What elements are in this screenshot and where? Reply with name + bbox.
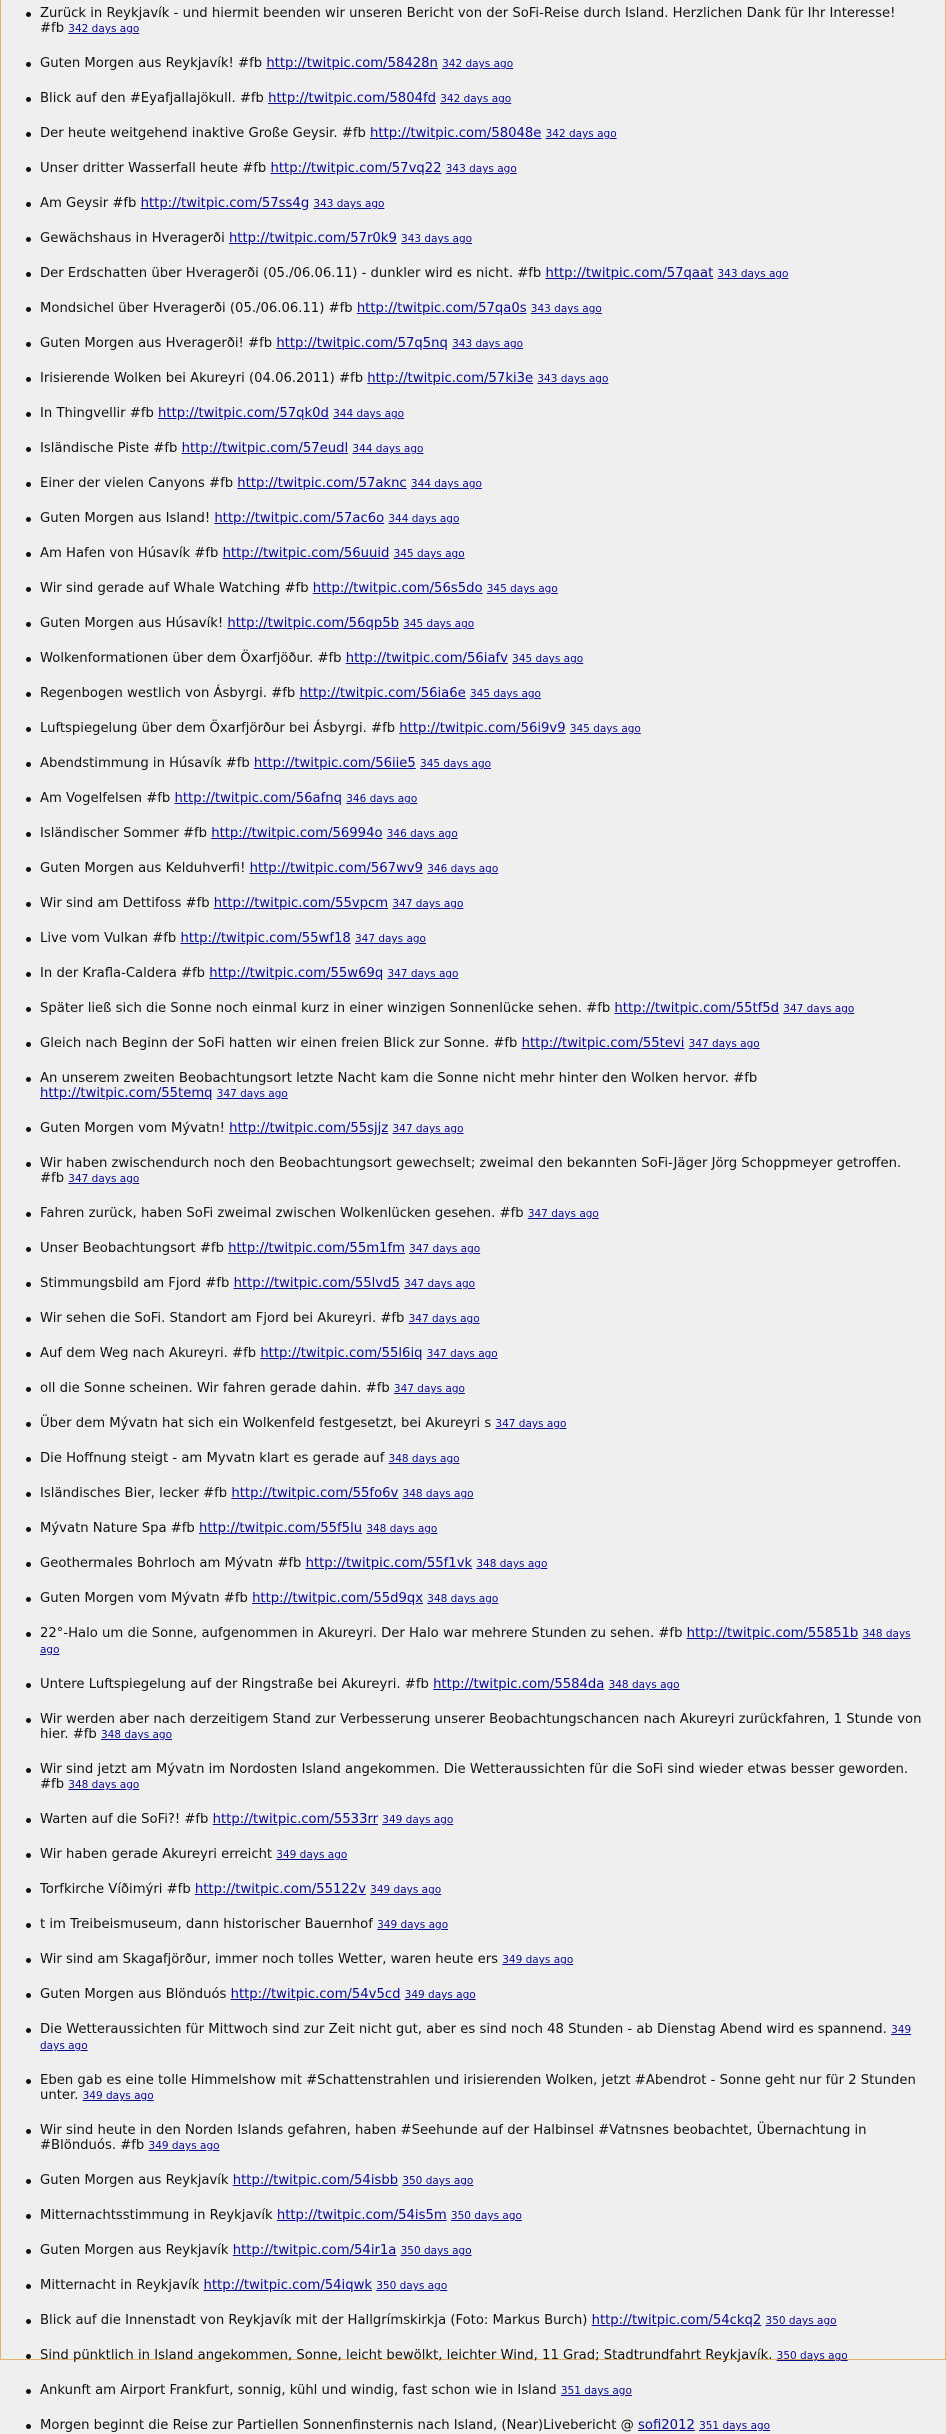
tweet-text: Ankunft am Airport Frankfurt, sonnig, kühl und windig, fast schon wie in Island [40,2383,557,2398]
tweet-text: Mývatn Nature Spa #fb [40,1521,195,1536]
tweet-item [0,2383,946,2399]
tweet-age-link[interactable]: 346 days ago [346,793,418,805]
tweet-age-link[interactable]: 348 days ago [40,1628,911,1656]
tweet-link[interactable]: http://twitpic.com/54v5cd [230,1987,401,2002]
tweet-text: Stimmungsbild am Fjord #fb [40,1276,230,1291]
tweet-link[interactable]: http://twitpic.com/56iafv [345,651,508,666]
tweet-age-link[interactable]: 347 days ago [68,1173,140,1185]
tweet-item [0,1556,946,1572]
tweet-text: Isländischer Sommer #fb [40,826,208,841]
tweet-text: Isländische Piste #fb [40,441,178,456]
tweet-link[interactable]: http://twitpic.com/55f5lu [198,1521,363,1536]
tweet-text: oll die Sonne scheinen. Wir fahren gerade dahin. #fb [40,1381,390,1396]
tweet-text: Wir sind jetzt am Mývatn im Nordosten Island angekommen. Die Wetteraussichten für die SoFi sind wieder etwas besser geworden. #fb [40,1762,909,1792]
tweet-age-link[interactable]: 351 days ago [560,2385,632,2397]
tweet-item [0,1071,946,1102]
tweet-age-link[interactable]: 346 days ago [427,863,499,875]
tweet-age-link[interactable]: 345 days ago [569,723,641,735]
tweet-link[interactable]: http://twitpic.com/5584da [433,1677,605,1692]
tweet-text: Warten auf die SoFi?! #fb [40,1812,209,1827]
tweet-item [0,2243,946,2259]
tweet-link[interactable]: http://twitpic.com/55sjjz [229,1121,389,1136]
tweet-item [0,1847,946,1863]
tweet-text: Untere Luftspiegelung auf der Ringstraße bei Akureyri. #fb [40,1677,429,1692]
tweet-item [0,476,946,492]
tweet-age-link[interactable]: 345 days ago [512,653,584,665]
tweet-age-link[interactable]: 342 days ago [545,128,617,140]
tweet-item [0,896,946,912]
tweet-text: Fahren zurück, haben SoFi zweimal zwischen Wolkenlücken gesehen. #fb [40,1206,524,1221]
tweet-item [0,616,946,632]
tweet-link[interactable]: http://twitpic.com/54iqwk [203,2278,373,2293]
tweet-link[interactable]: http://twitpic.com/57ss4g [140,196,310,211]
tweet-text: 22°-Halo um die Sonne, aufgenommen in Akureyri. Der Halo war mehrere Stunden zu sehen. #fb [40,1626,683,1641]
tweet-text: Irisierende Wolken bei Akureyri (04.06.2011) #fb [40,371,364,386]
tweet-text: Die Hoffnung steigt - am Myvatn klart es gerade auf [40,1451,385,1466]
tweet-link[interactable]: http://twitpic.com/55lvd5 [233,1276,400,1291]
tweet-link[interactable]: http://twitpic.com/57ac6o [214,511,385,526]
tweet-text: Wir haben gerade Akureyri erreicht [40,1847,273,1862]
tweet-age-link[interactable]: 348 days ago [476,1558,548,1570]
tweet-item [0,2208,946,2224]
tweet-age-link[interactable]: 349 days ago [404,1989,476,2001]
tweet-age-link[interactable]: 350 days ago [400,2245,472,2257]
tweet-text: Wir sind gerade auf Whale Watching #fb [40,581,309,596]
tweet-text: Eben gab es eine tolle Himmelshow mit #Schattenstrahlen und irisierenden Wolken, jetzt #Abendrot - Sonne geht nur für 2 Stunden unter. [40,2073,916,2103]
tweet-link[interactable]: http://twitpic.com/56ia6e [299,686,466,701]
tweet-link[interactable]: http://twitpic.com/56iie5 [253,756,416,771]
tweet-age-link[interactable]: 345 days ago [420,758,492,770]
tweet-age-link[interactable]: 347 days ago [392,898,464,910]
tweet-link[interactable]: http://twitpic.com/55l6iq [260,1346,423,1361]
tweet-age-link[interactable]: 347 days ago [409,1243,481,1255]
tweet-link[interactable]: http://twitpic.com/57qaat [545,266,714,281]
tweet-link[interactable]: http://twitpic.com/55fo6v [231,1486,399,1501]
tweet-text: Guten Morgen aus Kelduhverfi! [40,861,246,876]
tweet-item [0,1416,946,1432]
tweet-item [0,56,946,72]
tweet-item [0,231,946,247]
tweet-age-link[interactable]: 343 days ago [313,198,385,210]
tweet-age-link[interactable]: 343 days ago [445,163,517,175]
tweet-text: Blick auf den #Eyafjallajökull. #fb [40,91,264,106]
tweet-item [0,651,946,667]
tweet-item [0,791,946,807]
tweet-age-link[interactable]: 348 days ago [608,1679,680,1691]
tweet-item [0,2418,946,2434]
tweet-item [0,1001,946,1017]
tweet-age-link[interactable]: 348 days ago [101,1729,173,1741]
tweet-age-link[interactable]: 348 days ago [366,1523,438,1535]
tweet-text: Der Erdschatten über Hveragerði (05./06.06.11) - dunkler wird es nicht. #fb [40,266,542,281]
tweet-age-link[interactable]: 345 days ago [469,688,541,700]
tweet-link[interactable]: http://twitpic.com/54isbb [232,2173,399,2188]
tweet-age-link[interactable]: 344 days ago [388,513,460,525]
tweet-age-link[interactable]: 347 days ago [216,1088,288,1100]
tweet-age-link[interactable]: 349 days ago [370,1884,442,1896]
tweet-age-link[interactable]: 344 days ago [333,408,405,420]
tweet-item [0,1762,946,1793]
tweet-text: In Thingvellir #fb [40,406,154,421]
tweet-age-link[interactable]: 349 days ago [40,2024,912,2052]
tweet-item [0,1036,946,1052]
tweet-age-link[interactable]: 346 days ago [386,828,458,840]
tweet-age-link[interactable]: 347 days ago [426,1348,498,1360]
tweet-text: Isländisches Bier, lecker #fb [40,1486,228,1501]
tweet-age-link[interactable]: 349 days ago [377,1919,449,1931]
tweet-item [0,2278,946,2294]
tweet-link[interactable]: http://twitpic.com/54is5m [276,2208,447,2223]
tweet-link[interactable]: http://twitpic.com/58048e [370,126,542,141]
tweet-age-link[interactable]: 349 days ago [502,1954,574,1966]
tweet-item [0,1346,946,1362]
tweet-age-link[interactable]: 342 days ago [442,58,514,70]
tweet-item [0,2073,946,2104]
tweet-item [0,686,946,702]
tweet-item [0,1451,946,1467]
tweet-link[interactable]: http://twitpic.com/55w69q [209,966,384,981]
tweet-item [0,1812,946,1828]
tweet-item [0,511,946,527]
tweet-age-link[interactable]: 342 days ago [440,93,512,105]
tweet-link[interactable]: http://twitpic.com/57vq22 [270,161,442,176]
tweet-text: Morgen beginnt die Reise zur Partiellen Sonnenfinsternis nach Island, (Near)Livebericht @ [40,2418,634,2433]
tweet-age-link[interactable]: 347 days ago [404,1278,476,1290]
tweet-text: Guten Morgen aus Reykjavík [40,2173,229,2188]
tweet-age-link[interactable]: 347 days ago [408,1313,480,1325]
tweet-link[interactable]: http://twitpic.com/5804fd [268,91,436,106]
tweet-age-link[interactable]: 343 days ago [530,303,602,315]
tweet-text: Wir sehen die SoFi. Standort am Fjord bei Akureyri. #fb [40,1311,405,1326]
tweet-age-link[interactable]: 347 days ago [783,1003,855,1015]
tweet-text: Torfkirche Víðimýri #fb [40,1882,191,1897]
tweet-item [0,371,946,387]
tweet-link[interactable]: http://twitpic.com/58428n [266,56,438,71]
tweet-age-link[interactable]: 344 days ago [410,478,482,490]
tweet-text: Guten Morgen aus Reykjavík [40,2243,229,2258]
tweet-link[interactable]: http://twitpic.com/57qa0s [356,301,527,316]
tweet-age-link[interactable]: 347 days ago [354,933,426,945]
tweet-item [0,6,946,37]
tweet-link[interactable]: http://twitpic.com/57q5nq [276,336,448,351]
tweet-item [0,336,946,352]
tweet-item [0,1276,946,1292]
tweet-link[interactable]: http://twitpic.com/57qk0d [158,406,329,421]
tweet-text: Auf dem Weg nach Akureyri. #fb [40,1346,257,1361]
tweet-text: Wir haben zwischendurch noch den Beobachtungsort gewechselt; zweimal den bekannten SoFi-Jäger Jörg Schoppmeyer getroffen. #fb [40,1156,902,1186]
tweet-item [0,581,946,597]
tweet-text: Regenbogen westlich von Ásbyrgi. #fb [40,686,296,701]
tweet-link[interactable]: http://twitpic.com/55tf5d [614,1001,780,1016]
tweet-age-link[interactable]: 347 days ago [495,1418,567,1430]
tweet-age-link[interactable]: 347 days ago [393,1383,465,1395]
tweet-age-link[interactable]: 350 days ago [376,2280,448,2292]
tweet-age-link[interactable]: 348 days ago [402,1488,474,1500]
tweet-item [0,1882,946,1898]
tweet-age-link[interactable]: 347 days ago [392,1123,464,1135]
tweet-link[interactable]: http://twitpic.com/56qp5b [227,616,399,631]
tweet-link[interactable]: http://twitpic.com/55temq [40,1086,213,1101]
tweet-age-link[interactable]: 348 days ago [427,1593,499,1605]
tweet-age-link[interactable]: 343 days ago [717,268,789,280]
tweet-item [0,1626,946,1658]
tweet-item [0,126,946,142]
tweet-text: Guten Morgen aus Island! [40,511,211,526]
tweet-item [0,1486,946,1502]
tweet-link[interactable]: http://twitpic.com/56i9v9 [399,721,566,736]
tweet-text: Am Hafen von Húsavík #fb [40,546,219,561]
tweet-text: t im Treibeismuseum, dann historischer Bauernhof [40,1917,373,1932]
tweet-link[interactable]: http://twitpic.com/56s5do [312,581,483,596]
tweet-age-link[interactable]: 347 days ago [688,1038,760,1050]
tweet-item [0,91,946,107]
tweet-text: Guten Morgen aus Hveragerði! #fb [40,336,273,351]
tweet-link[interactable]: http://twitpic.com/57eudl [181,441,349,456]
tweet-item [0,2313,946,2329]
tweet-age-link[interactable]: 343 days ago [401,233,473,245]
tweet-text: Mondsichel über Hveragerði (05./06.06.11) #fb [40,301,353,316]
tweet-item [0,826,946,842]
tweet-age-link[interactable]: 342 days ago [68,23,140,35]
tweet-text: Wir sind heute in den Norden Islands gefahren, haben #Seehunde auf der Halbinsel #Vatnsnes beobachtet, Übernachtung in #Blönduós. #fb [40,2123,867,2153]
tweet-item [0,1712,946,1743]
tweet-item [0,931,946,947]
tweet-text: Am Vogelfelsen #fb [40,791,171,806]
tweet-item [0,1591,946,1607]
tweet-text: Gewächshaus in Hveragerði [40,231,225,246]
tweet-text: Wir sind am Skagafjörður, immer noch tolles Wetter, waren heute ers [40,1952,499,1967]
tweet-item [0,441,946,457]
tweet-age-link[interactable]: 345 days ago [403,618,475,630]
tweet-item [0,1156,946,1187]
tweet-link[interactable]: http://twitpic.com/567wv9 [249,861,424,876]
tweet-item [0,2173,946,2189]
tweet-link[interactable]: http://twitpic.com/54ckq2 [591,2313,762,2328]
tweet-item [0,266,946,282]
tweet-item [0,1917,946,1933]
tweet-text: Abendstimmung in Húsavík #fb [40,756,250,771]
tweet-item [0,861,946,877]
tweet-text: Sind pünktlich in Island angekommen, Sonne, leicht bewölkt, leichter Wind, 11 Grad; Stadtrundfahrt Reykjavík. [40,2348,773,2363]
tweet-text: Wir werden aber nach derzeitigem Stand zur Verbesserung unserer Beobachtungschancen nach Akureyri zurückfahren, 1 Stunde von hier. #fb [40,1712,922,1742]
tweet-link[interactable]: http://twitpic.com/55tevi [521,1036,685,1051]
tweet-age-link[interactable]: 345 days ago [486,583,558,595]
tweet-item [0,756,946,772]
tweet-age-link[interactable]: 348 days ago [68,1779,140,1791]
tweet-age-link[interactable]: 350 days ago [765,2315,837,2327]
tweet-text: Am Geysir #fb [40,196,137,211]
tweet-link[interactable]: http://twitpic.com/55d9qx [252,1591,424,1606]
tweet-link[interactable]: http://twitpic.com/54ir1a [232,2243,397,2258]
tweet-age-link[interactable]: 344 days ago [352,443,424,455]
tweet-item [0,2348,946,2364]
tweet-text: Blick auf die Innenstadt von Reykjavík mit der Hallgrímskirkja (Foto: Markus Burch) [40,2313,588,2328]
tweet-text: Über dem Mývatn hat sich ein Wolkenfeld festgesetzt, bei Akureyri s [40,1416,492,1431]
tweet-item [0,1677,946,1693]
tweet-link[interactable]: http://twitpic.com/56uuid [222,546,390,561]
tweet-age-link[interactable]: 348 days ago [388,1453,460,1465]
tweet-text: Gleich nach Beginn der SoFi hatten wir einen freien Blick zur Sonne. #fb [40,1036,518,1051]
tweet-text: Guten Morgen aus Húsavík! [40,616,224,631]
tweet-text: Die Wetteraussichten für Mittwoch sind zur Zeit nicht gut, aber es sind noch 48 Stunden - ab Dienstag Abend wird es spannend. [40,2022,887,2037]
tweet-text: Unser dritter Wasserfall heute #fb [40,161,267,176]
tweet-link[interactable]: http://twitpic.com/55vpcm [213,896,389,911]
tweet-item [0,2022,946,2054]
tweet-text: Guten Morgen vom Mývatn #fb [40,1591,248,1606]
tweet-link[interactable]: http://twitpic.com/5533rr [212,1812,379,1827]
tweet-text: In der Krafla-Caldera #fb [40,966,206,981]
tweet-age-link[interactable]: 350 days ago [776,2350,848,2362]
tweet-age-link[interactable]: 351 days ago [699,2420,771,2432]
tweet-text: An unserem zweiten Beobachtungsort letzte Nacht kam die Sonne nicht mehr hinter den Wolken hervor. #fb [40,1071,758,1086]
tweet-age-link[interactable]: 347 days ago [387,968,459,980]
tweet-age-link[interactable]: 343 days ago [537,373,609,385]
tweet-item [0,966,946,982]
tweet-link[interactable]: http://twitpic.com/57r0k9 [228,231,397,246]
tweet-text: Einer der vielen Canyons #fb [40,476,234,491]
tweet-link[interactable]: http://twitpic.com/56994o [211,826,383,841]
tweet-link[interactable]: http://twitpic.com/55122v [194,1882,366,1897]
tweet-item [0,1311,946,1327]
tweet-link[interactable]: http://twitpic.com/55m1fm [228,1241,405,1256]
tweet-item [0,1987,946,2003]
tweet-text: Mitternachtsstimmung in Reykjavík [40,2208,273,2223]
tweet-text: Live vom Vulkan #fb [40,931,177,946]
tweet-age-link[interactable]: 343 days ago [452,338,524,350]
tweet-item [0,546,946,562]
tweet-item [0,406,946,422]
tweet-text: Luftspiegelung über dem Öxarfjörður bei Ásbyrgi. #fb [40,721,396,736]
tweet-text: Zurück in Reykjavík - und hiermit beenden wir unseren Bericht von der SoFi-Reise durch Island. Herzlichen Dank für Ihr Interesse! #fb [40,6,896,36]
tweet-item [0,1381,946,1397]
tweet-item [0,1206,946,1222]
tweet-age-link[interactable]: 349 days ago [82,2090,154,2102]
tweet-age-link[interactable]: 349 days ago [276,1849,348,1861]
tweet-age-link[interactable]: 349 days ago [148,2140,220,2152]
tweet-link[interactable]: http://twitpic.com/57aknc [237,476,407,491]
tweet-age-link[interactable]: 350 days ago [402,2175,474,2187]
tweet-item [0,1241,946,1257]
tweet-age-link[interactable]: 347 days ago [527,1208,599,1220]
tweet-text: Der heute weitgehend inaktive Große Geysir. #fb [40,126,366,141]
tweet-text: Guten Morgen vom Mývatn! [40,1121,225,1136]
tweet-item [0,1121,946,1137]
tweet-age-link[interactable]: 349 days ago [382,1814,454,1826]
tweet-text: Geothermales Bohrloch am Mývatn #fb [40,1556,302,1571]
tweet-link[interactable]: http://twitpic.com/57ki3e [367,371,534,386]
tweet-text: Später ließ sich die Sonne noch einmal kurz in einer winzigen Sonnenlücke sehen. #fb [40,1001,611,1016]
tweet-link[interactable]: http://twitpic.com/55f1vk [305,1556,473,1571]
tweet-text: Wir sind am Dettifoss #fb [40,896,210,911]
tweet-link[interactable]: http://twitpic.com/55wf18 [180,931,351,946]
tweet-item [0,161,946,177]
tweet-link[interactable]: http://twitpic.com/55851b [686,1626,859,1641]
tweet-item [0,721,946,737]
tweet-item [0,301,946,317]
tweet-text: Guten Morgen aus Blönduós [40,1987,227,2002]
tweet-item [0,2123,946,2154]
tweet-text: Unser Beobachtungsort #fb [40,1241,224,1256]
tweet-text: Guten Morgen aus Reykjavík! #fb [40,56,263,71]
tweet-age-link[interactable]: 350 days ago [450,2210,522,2222]
tweet-age-link[interactable]: 345 days ago [393,548,465,560]
tweet-link[interactable]: sofi2012 [638,2418,695,2433]
tweet-item [0,196,946,212]
tweet-item [0,1521,946,1537]
tweet-link[interactable]: http://twitpic.com/56afnq [174,791,343,806]
tweet-text: Mitternacht in Reykjavík [40,2278,200,2293]
tweet-text: Wolkenformationen über dem Öxarfjöður. #fb [40,651,342,666]
tweet-item [0,1952,946,1968]
